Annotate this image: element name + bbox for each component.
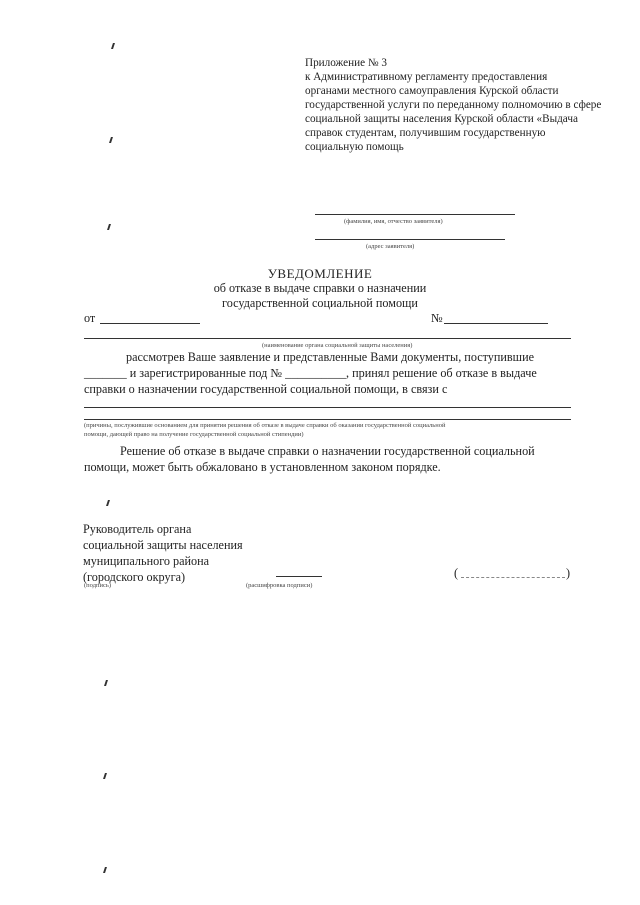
date-prefix: от [84, 311, 96, 325]
paragraph-line: рассмотрев Ваше заявление и представленные Вами документы, поступившие [126, 350, 534, 364]
applicant-address-line [315, 239, 505, 240]
signature-line: социальной защиты населения [83, 538, 243, 552]
scan-mark [111, 43, 115, 49]
applicant-name-line [315, 214, 515, 215]
paragraph-segment: __________, принял решение об отказе в выдаче [285, 366, 537, 380]
notice-subtitle: государственной социальной помощи [222, 296, 418, 310]
reasons-caption: помощи, дающей право на получение государственной социальной стипендии) [84, 431, 304, 438]
applicant-name-caption: (фамилия, имя, отчество заявителя) [344, 218, 443, 225]
org-caption: (наименование органа социальной защиты населения) [262, 342, 413, 349]
scan-mark [104, 680, 108, 686]
scan-mark [107, 224, 111, 230]
appendix-line: справок студентам, получившим государственную [305, 127, 546, 139]
signature-line: Руководитель органа [83, 522, 192, 536]
decode-line [461, 577, 565, 578]
reasons-line [84, 407, 571, 408]
paragraph-line: справки о назначении государственной социальной помощи, в связи с [84, 382, 448, 396]
number-line [444, 323, 548, 324]
signature-line: (городского округа) [83, 570, 186, 584]
paragraph-line [84, 366, 537, 381]
signature-block [83, 521, 243, 585]
scan-mark [103, 773, 107, 779]
org-line [84, 338, 571, 339]
scan-mark [109, 137, 113, 143]
appendix-line: органами местного самоуправления Курской области [305, 85, 559, 97]
scan-mark [106, 500, 110, 506]
paragraph-segment: _______ и зарегистрированные под № [84, 366, 283, 380]
sign-line [276, 576, 322, 577]
applicant-address-caption: (адрес заявителя) [366, 243, 415, 250]
appendix-line: к Административному регламенту предоставления [305, 71, 548, 83]
sign-caption: (подпись) [84, 582, 111, 589]
signature-line: муниципального района [83, 554, 210, 568]
appendix-line: социальной защиты населения Курской области «Выдача [305, 113, 578, 125]
appendix-header [305, 56, 605, 154]
paragraph-line: помощи, может быть обжаловано в установленном законом порядке. [84, 460, 441, 474]
appendix-line: Приложение № 3 [305, 57, 387, 69]
appendix-line: государственной услуги по переданному полномочию в сфере [305, 99, 602, 111]
notice-title: УВЕДОМЛЕНИЕ [267, 266, 373, 281]
scan-mark [103, 867, 107, 873]
reasons-caption: (причины, послужившие основанием для принятия решения об отказе в выдаче справки об оказании государственной социальной [84, 422, 446, 429]
paragraph-line: Решение об отказе в выдаче справки о назначении государственной социальной [120, 444, 535, 458]
number-prefix: № [431, 311, 443, 325]
notice-subtitle: об отказе в выдаче справки о назначении [213, 281, 427, 295]
date-line [100, 323, 200, 324]
reasons-line [84, 419, 571, 420]
decode-caption: (расшифровка подписи) [246, 582, 313, 589]
appendix-line: социальную помощь [305, 141, 404, 153]
paren-open: ( [454, 566, 459, 580]
paren-close: ) [566, 566, 571, 580]
